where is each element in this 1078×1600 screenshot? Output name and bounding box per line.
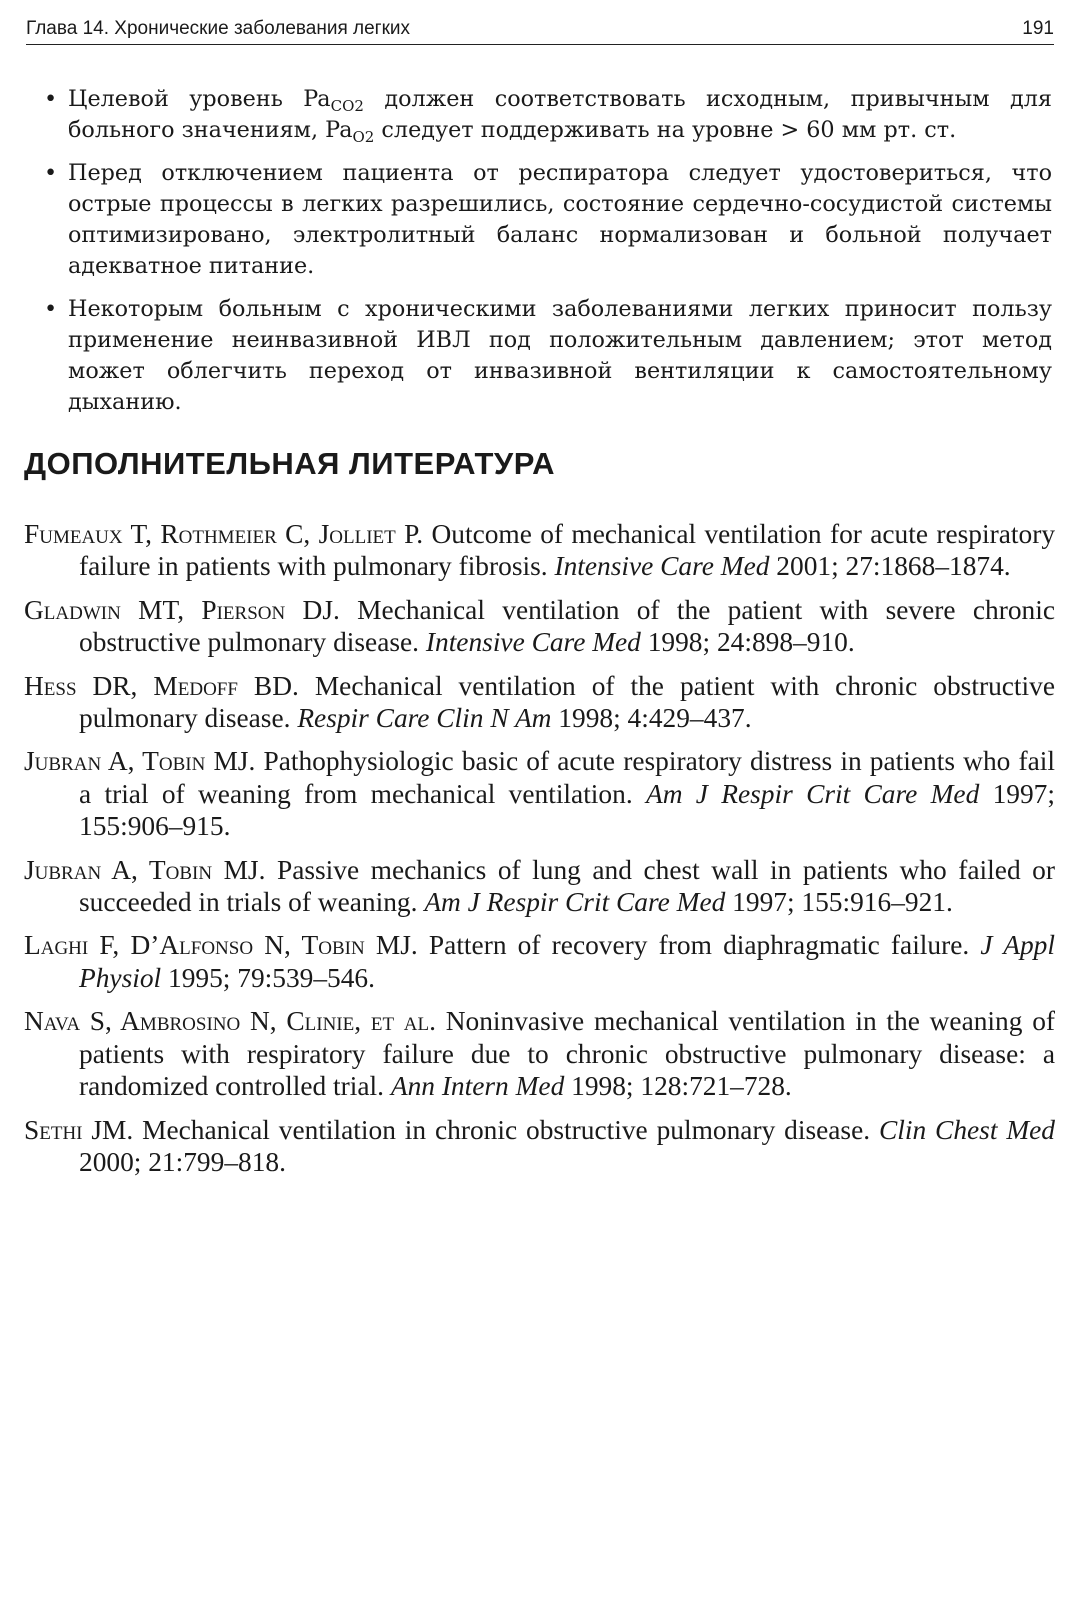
bullet-item [30,84,1052,146]
reference-authors: Sethi JM. [24,1114,134,1145]
chapter-title: Глава 14. Хронические заболевания легких [26,18,411,39]
reference-journal: Clin Chest Med [878,1114,1055,1145]
reference-title: Mechanical ventilation in chronic obstructive pulmonary disease. [133,1114,879,1145]
page-number: 191 [1022,18,1054,39]
reference-item [24,929,1055,994]
running-header [26,18,1054,45]
reference-journal: Intensive Care Med [554,551,770,582]
bullet-item [30,294,1052,418]
reference-details: 2001; 27:1868–1874. [769,551,1011,582]
reference-item [24,854,1055,919]
bullet-text-part: Целевой уровень Pa [68,86,331,112]
reference-journal: Intensive Care Med [425,627,641,658]
reference-journal: Am J Respir Crit Care Med [645,778,980,809]
reference-authors: Nava S, Ambrosino N, Clinie, et al. [24,1006,436,1037]
reference-list [24,518,1055,1189]
reference-journal: J Appl Physiol [79,930,1055,993]
reference-authors: Gladwin MT, Pierson DJ. [24,594,340,625]
bullet-icon: • [44,86,58,112]
reference-item [24,670,1055,735]
reference-details: 1997; 155:916–921. [725,887,953,918]
section-heading: ДОПОЛНИТЕЛЬНАЯ ЛИТЕРАТУРА [24,446,556,481]
bullet-icon: • [44,160,58,186]
reference-title: Mechanical ventilation of the patient with chronic obstructive pulmonary disease. [79,670,1055,734]
bullet-text: Перед отключением пациента от респиратора следует удостовериться, что острые процессы в легких разрешились, состояние сердечно-сосудистой системы оптимизировано, электролитный баланс нормализован и больной получает адекватное питание. [68,160,1052,279]
bullet-icon: • [44,296,58,322]
reference-title: Passive mechanics of lung and chest wall in patients who failed or succeeded in trials of weaning. [79,854,1055,918]
reference-item [24,1114,1055,1179]
reference-details: 2000; 21:799–818. [79,1146,286,1177]
reference-item [24,745,1055,842]
reference-item [24,518,1055,583]
subscript-o2: O2 [352,128,375,146]
reference-authors: Hess DR, Medoff BD. [24,670,299,701]
reference-journal: Am J Respir Crit Care Med [424,887,726,918]
reference-title: Mechanical ventilation of the patient with severe chronic obstructive pulmonary disease. [79,594,1055,658]
reference-authors: Jubran A, Tobin MJ. [24,854,266,885]
bullet-text-part: следует поддерживать на уровне > 60 мм рт. ст. [374,117,957,143]
bullet-list [30,84,1052,430]
reference-details: 1998; 24:898–910. [640,627,855,658]
reference-title: Pathophysiologic basic of acute respiratory distress in patients who fail a trial of weaning from mechanical ventilation. [79,746,1055,809]
subscript-co2: CO2 [330,97,364,115]
reference-details: 1998; 4:429–437. [551,703,752,734]
reference-title: Noninvasive mechanical ventilation in the weaning of patients with respiratory failure due to chronic obstructive pulmonary disease: a randomized controlled trial. [79,1006,1056,1102]
bullet-item [30,158,1052,282]
bullet-text-part: должен соответствовать исходным, привычным для больного значениям, Pa [68,86,1052,143]
reference-title: Pattern of recovery from diaphragmatic failure. [417,930,981,961]
reference-details: 1997; 155:906–915. [79,778,1055,842]
reference-authors: Jubran A, Tobin MJ. [24,746,256,777]
reference-authors: Laghi F, D’Alfonso N, Tobin MJ. [24,930,418,961]
reference-authors: Fumeaux T, Rothmeier C, Jolliet P. [24,519,424,549]
reference-item [24,1005,1055,1102]
reference-title: Outcome of mechanical ventilation for acute respiratory failure in patients with pulmonary fibrosis. [79,519,1056,582]
bullet-text: Некоторым больным с хроническими заболеваниями легких приносит пользу применение неинвазивной ИВЛ под положительным давлением; этот метод может облегчить переход от инвазивной вентиляции к самостоятельному дыханию. [68,296,1052,415]
reference-journal: Ann Intern Med [390,1071,565,1102]
reference-journal: Respir Care Clin N Am [297,703,552,734]
reference-details: 1995; 79:539–546. [161,962,375,993]
reference-details: 1998; 128:721–728. [564,1071,792,1102]
reference-item [24,594,1055,659]
